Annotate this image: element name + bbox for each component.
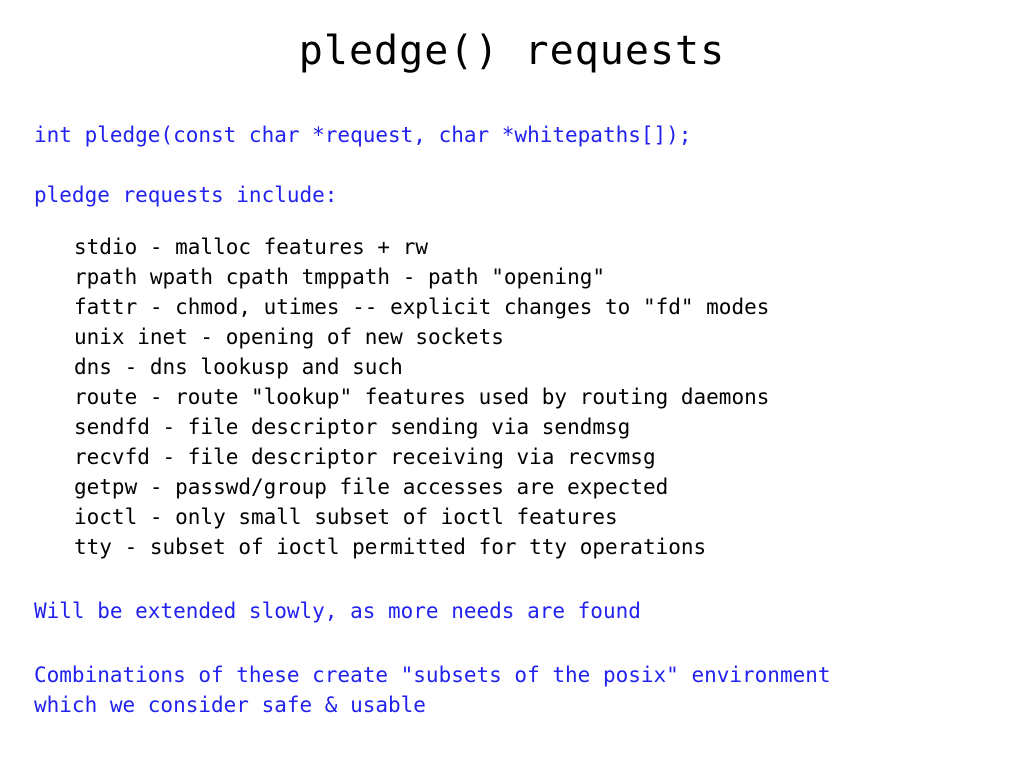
- page-title: pledge() requests: [298, 28, 726, 74]
- list-item: dns - dns lookusp and such: [74, 355, 403, 379]
- list-item: stdio - malloc features + rw: [74, 235, 429, 259]
- requests-list: [34, 232, 994, 562]
- list-item: getpw - passwd/group file accesses are expected: [74, 475, 669, 499]
- list-item: ioctl - only small subset of ioctl features: [74, 505, 618, 529]
- spacer: [34, 626, 994, 660]
- closing-line-1: Combinations of these create "subsets of the posix" environment: [34, 663, 831, 687]
- list-item: fattr - chmod, utimes -- explicit changes to "fd" modes: [74, 295, 770, 319]
- spacer: [34, 562, 994, 596]
- pledge-signature: int pledge(const char *request, char *whitepaths[]);: [34, 123, 692, 147]
- slide-body: [34, 120, 994, 720]
- list-item: tty - subset of ioctl permitted for tty operations: [74, 535, 707, 559]
- list-item: route - route "lookup" features used by routing daemons: [74, 385, 770, 409]
- list-item: unix inet - opening of new sockets: [74, 325, 504, 349]
- extension-note: Will be extended slowly, as more needs are found: [34, 599, 641, 623]
- spacer: [34, 150, 994, 180]
- list-item: sendfd - file descriptor sending via sendmsg: [74, 415, 631, 439]
- list-item: rpath wpath cpath tmppath - path "opening": [74, 265, 606, 289]
- requests-intro: pledge requests include:: [34, 183, 338, 207]
- list-item: recvfd - file descriptor receiving via recvmsg: [74, 445, 656, 469]
- closing-line-2: which we consider safe & usable: [34, 693, 426, 717]
